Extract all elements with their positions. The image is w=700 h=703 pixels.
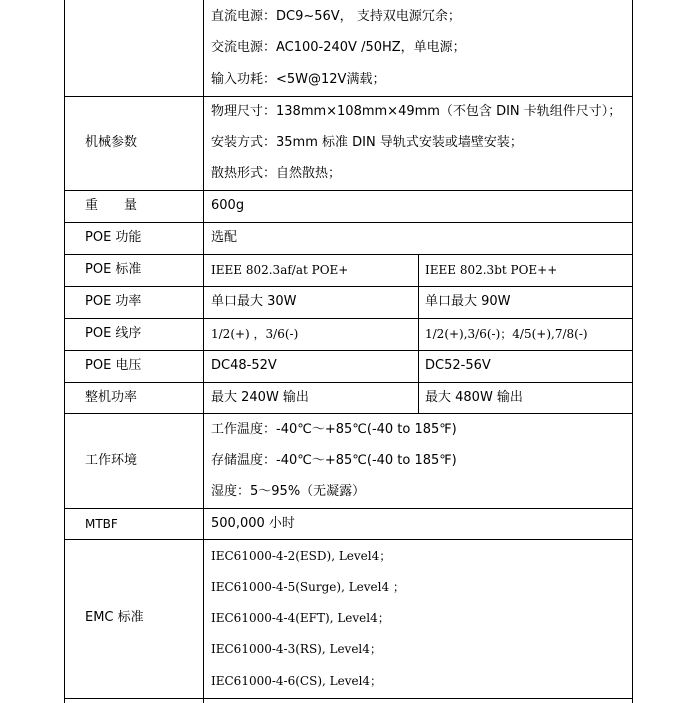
emc-line-eft: IEC61000-4-4(EFT), Level4； xyxy=(211,611,390,625)
row-border xyxy=(64,96,633,97)
poe-power-value-b: 单口最大 90W xyxy=(425,294,511,309)
poe-voltage-label: POE 电压 xyxy=(85,358,142,373)
row-border xyxy=(64,698,633,699)
poe-voltage-value-b: DC52-56V xyxy=(425,358,491,373)
total-power-value-b: 最大 480W 输出 xyxy=(425,390,523,405)
poe-pinout-value-a: 1/2(+) ，3/6(-) xyxy=(211,327,299,341)
poe-pinout-label: POE 线序 xyxy=(85,326,142,341)
poe-function-label: POE 功能 xyxy=(85,230,142,245)
row-border xyxy=(64,413,633,414)
row-border xyxy=(64,382,633,383)
row-border xyxy=(64,350,633,351)
poe-pinout-value-b: 1/2(+),3/6(-)；4/5(+),7/8(-) xyxy=(425,327,588,341)
poe-standard-label: POE 标准 xyxy=(85,262,142,277)
row-border xyxy=(64,222,633,223)
emc-label: EMC 标准 xyxy=(85,610,144,625)
table-border-left xyxy=(64,0,65,703)
total-power-label: 整机功率 xyxy=(85,390,138,405)
environment-storage-temp: 存储温度：-40℃～+85℃(-40 to 185℉) xyxy=(211,453,457,468)
table-divider-split xyxy=(418,254,419,413)
power-consumption-line: 输入功耗：<5W@12V满载； xyxy=(211,72,386,87)
emc-line-rs: IEC61000-4-3(RS), Level4； xyxy=(211,642,382,656)
poe-power-label: POE 功率 xyxy=(85,294,142,309)
emc-line-cs: IEC61000-4-6(CS), Level4； xyxy=(211,674,383,688)
mechanical-mount-line: 安装方式：35mm 标准 DIN 导轨式安装或墙壁安装； xyxy=(211,135,523,150)
poe-function-value: 选配 xyxy=(211,230,238,245)
poe-standard-value-a: IEEE 802.3af/at POE+ xyxy=(211,263,349,277)
power-dc-line: 直流电源：DC9~56V， 支持双电源冗余； xyxy=(211,9,461,24)
mechanical-label: 机械参数 xyxy=(85,135,138,150)
total-power-value-a: 最大 240W 输出 xyxy=(211,390,309,405)
mtbf-label: MTBF xyxy=(85,517,118,531)
environment-label: 工作环境 xyxy=(85,453,138,468)
row-border xyxy=(64,539,633,540)
row-border xyxy=(64,286,633,287)
emc-line-esd: IEC61000-4-2(ESD), Level4； xyxy=(211,549,392,563)
mechanical-cooling-line: 散热形式：自然散热； xyxy=(211,166,342,181)
row-border xyxy=(64,190,633,191)
weight-label: 重 量 xyxy=(85,198,138,213)
mtbf-value: 500,000 小时 xyxy=(211,516,295,531)
poe-power-value-a: 单口最大 30W xyxy=(211,294,297,309)
poe-standard-value-b: IEEE 802.3bt POE++ xyxy=(425,263,558,277)
table-border-right xyxy=(632,0,633,703)
table-divider-label xyxy=(203,0,204,703)
poe-voltage-value-a: DC48-52V xyxy=(211,358,277,373)
emc-line-surge: IEC61000-4-5(Surge), Level4 ； xyxy=(211,580,405,594)
environment-operating-temp: 工作温度：-40℃～+85℃(-40 to 185℉) xyxy=(211,422,457,437)
row-border xyxy=(64,254,633,255)
mechanical-size-line: 物理尺寸：138mm×108mm×49mm（不包含 DIN 卡轨组件尺寸）； xyxy=(211,104,622,119)
environment-humidity: 湿度：5～95%（无凝露） xyxy=(211,484,366,499)
weight-value: 600g xyxy=(211,198,245,213)
row-border xyxy=(64,318,633,319)
row-border xyxy=(64,508,633,509)
power-ac-line: 交流电源：AC100-240V /50HZ，单电源； xyxy=(211,40,466,55)
